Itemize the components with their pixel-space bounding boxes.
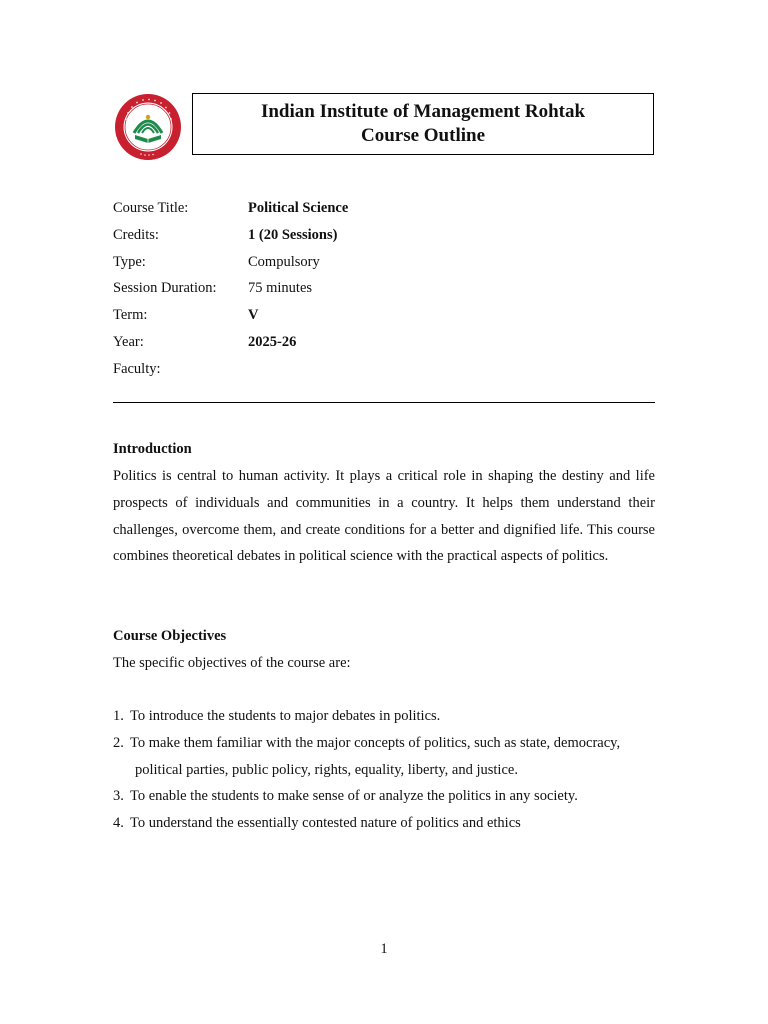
faculty-row <box>113 359 655 386</box>
term-row <box>113 305 655 332</box>
type-row <box>113 252 655 279</box>
course-title-row <box>113 198 655 225</box>
type-label: Type: <box>113 253 146 270</box>
document-subtitle: Course Outline <box>360 125 486 146</box>
title-box <box>192 93 654 155</box>
credits-value: 1 (20 Sessions) <box>248 226 338 243</box>
term-value: V <box>248 307 259 324</box>
list-number: 3. <box>113 788 124 805</box>
list-text: To introduce the students to major debates in politics. <box>130 708 441 724</box>
course-info-table <box>113 198 655 386</box>
objectives-list <box>113 703 655 837</box>
type-value: Compulsory <box>248 253 320 270</box>
term-label: Term: <box>113 307 148 324</box>
session-duration-value: 75 minutes <box>248 280 313 297</box>
list-text: To make them familiar with the major concepts of politics, such as state, democracy, <box>130 734 621 751</box>
list-number: 4. <box>113 815 124 832</box>
list-text-wrap <box>130 730 655 784</box>
course-title-value: Political Science <box>248 200 349 216</box>
objectives-section <box>113 623 655 677</box>
list-text: To enable the students to make sense of or analyze the politics in any society. <box>130 788 578 805</box>
course-title-label: Course Title: <box>113 200 189 216</box>
institute-name: Indian Institute of Management Rohtak <box>260 101 586 122</box>
list-number: 1. <box>113 708 124 724</box>
list-item <box>113 783 655 810</box>
list-item <box>113 703 655 730</box>
list-text-continued: political parties, public policy, rights, equality, liberty, and justice. <box>135 761 518 778</box>
year-value: 2025-26 <box>248 333 297 350</box>
page-number: 1 <box>380 941 388 957</box>
session-duration-label: Session Duration: <box>113 280 217 297</box>
session-duration-row <box>113 278 655 305</box>
introduction-section <box>113 436 655 570</box>
credits-row <box>113 225 655 252</box>
list-item <box>113 810 655 837</box>
list-number: 2. <box>113 734 124 751</box>
year-label: Year: <box>113 333 144 350</box>
faculty-label: Faculty: <box>113 360 161 377</box>
iim-rohtak-logo <box>114 93 182 161</box>
list-text: To understand the essentially contested nature of politics and ethics <box>130 815 521 832</box>
objectives-intro: The specific objectives of the course are: <box>113 655 351 671</box>
section-divider <box>113 402 655 403</box>
credits-label: Credits: <box>113 226 159 243</box>
introduction-text: Politics is central to human activity. It plays a critical role in shaping the destiny and life prospects of individuals and communities in a country. It helps them understand their challenges, overcome them, and create conditions for a better and dignified life. This course combines theoretical debates in political science with the practical aspects of politics. <box>113 468 655 565</box>
objectives-heading: Course Objectives <box>113 628 227 644</box>
year-row <box>113 332 655 359</box>
introduction-heading: Introduction <box>113 441 192 457</box>
list-item <box>113 730 655 784</box>
